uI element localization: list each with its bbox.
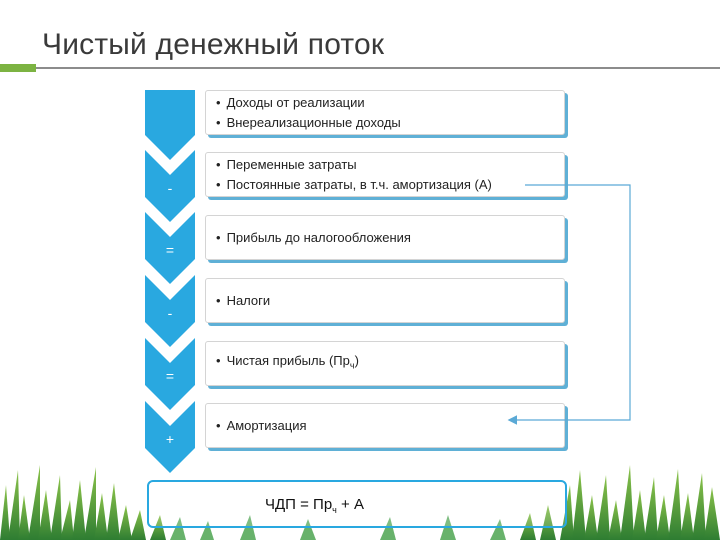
formula-rhs: + А (336, 496, 364, 513)
row-depreciation (205, 403, 565, 448)
row-revenue (205, 90, 565, 135)
row-2-line-2: • Постоянные затраты, в т.ч. амортизация (А) (216, 175, 564, 195)
chevron-step-1 (145, 90, 195, 160)
row-net-profit (205, 341, 565, 386)
row-1-line-2: • Внереализационные доходы (216, 113, 564, 133)
row-pretax-profit (205, 215, 565, 260)
row-2-line-1: • Переменные затраты (216, 155, 564, 175)
row-taxes (205, 278, 565, 323)
operator-row-5: = (165, 368, 175, 384)
formula-text (265, 496, 364, 515)
row-1-line-1: • Доходы от реализации (216, 93, 564, 113)
formula-lhs: ЧДП = Пр (265, 496, 333, 513)
slide-title: Чистый денежный поток (42, 28, 385, 61)
row-3-line-1: • Прибыль до налогообложения (216, 228, 564, 248)
row-5-close: ) (354, 353, 359, 369)
row-costs (205, 152, 565, 197)
operator-row-4: - (167, 305, 173, 321)
row-5-text: Чистая прибыль (Пр (226, 353, 350, 369)
formula-subscript: ч (332, 505, 337, 515)
row-6-line-1: • Амортизация (216, 416, 564, 436)
row-4-line-1: • Налоги (216, 291, 564, 311)
row-5-subscript: ч (349, 360, 355, 371)
operator-row-2: - (167, 180, 173, 196)
row-5-line-1 (216, 351, 564, 376)
operator-row-6: + (165, 431, 175, 447)
operator-row-3: = (165, 242, 175, 258)
